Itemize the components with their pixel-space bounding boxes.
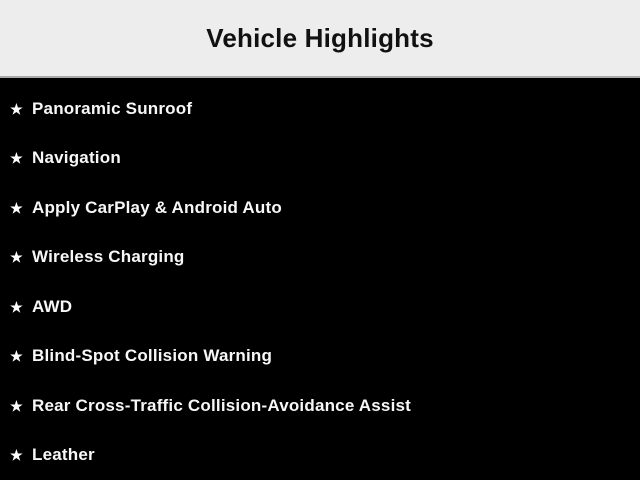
highlight-label: Apply CarPlay & Android Auto (32, 197, 282, 217)
star-icon: ★ (10, 100, 23, 117)
highlight-label: Wireless Charging (32, 247, 185, 267)
page-title: Vehicle Highlights (206, 22, 434, 53)
highlight-item (9, 233, 640, 283)
star-icon: ★ (10, 249, 23, 266)
star-icon: ★ (10, 348, 23, 365)
star-icon: ★ (10, 447, 23, 464)
highlight-label: Navigation (32, 148, 121, 168)
highlight-item (9, 431, 640, 480)
highlight-item (9, 282, 640, 332)
highlight-item (9, 183, 640, 233)
card-header (0, 0, 640, 78)
star-icon: ★ (10, 199, 23, 216)
highlight-label: AWD (32, 296, 73, 316)
star-icon: ★ (10, 150, 23, 167)
star-icon: ★ (10, 298, 23, 315)
highlights-list (0, 78, 640, 480)
highlight-label: Panoramic Sunroof (32, 98, 193, 118)
highlight-label: Leather (32, 445, 95, 465)
highlight-item (9, 381, 640, 431)
star-icon: ★ (10, 397, 23, 414)
highlight-label: Blind-Spot Collision Warning (32, 346, 273, 366)
highlight-label: Rear Cross-Traffic Collision-Avoidance Assist (32, 395, 412, 415)
highlight-item (9, 134, 640, 184)
highlight-item (9, 332, 640, 382)
highlight-item (9, 84, 640, 134)
